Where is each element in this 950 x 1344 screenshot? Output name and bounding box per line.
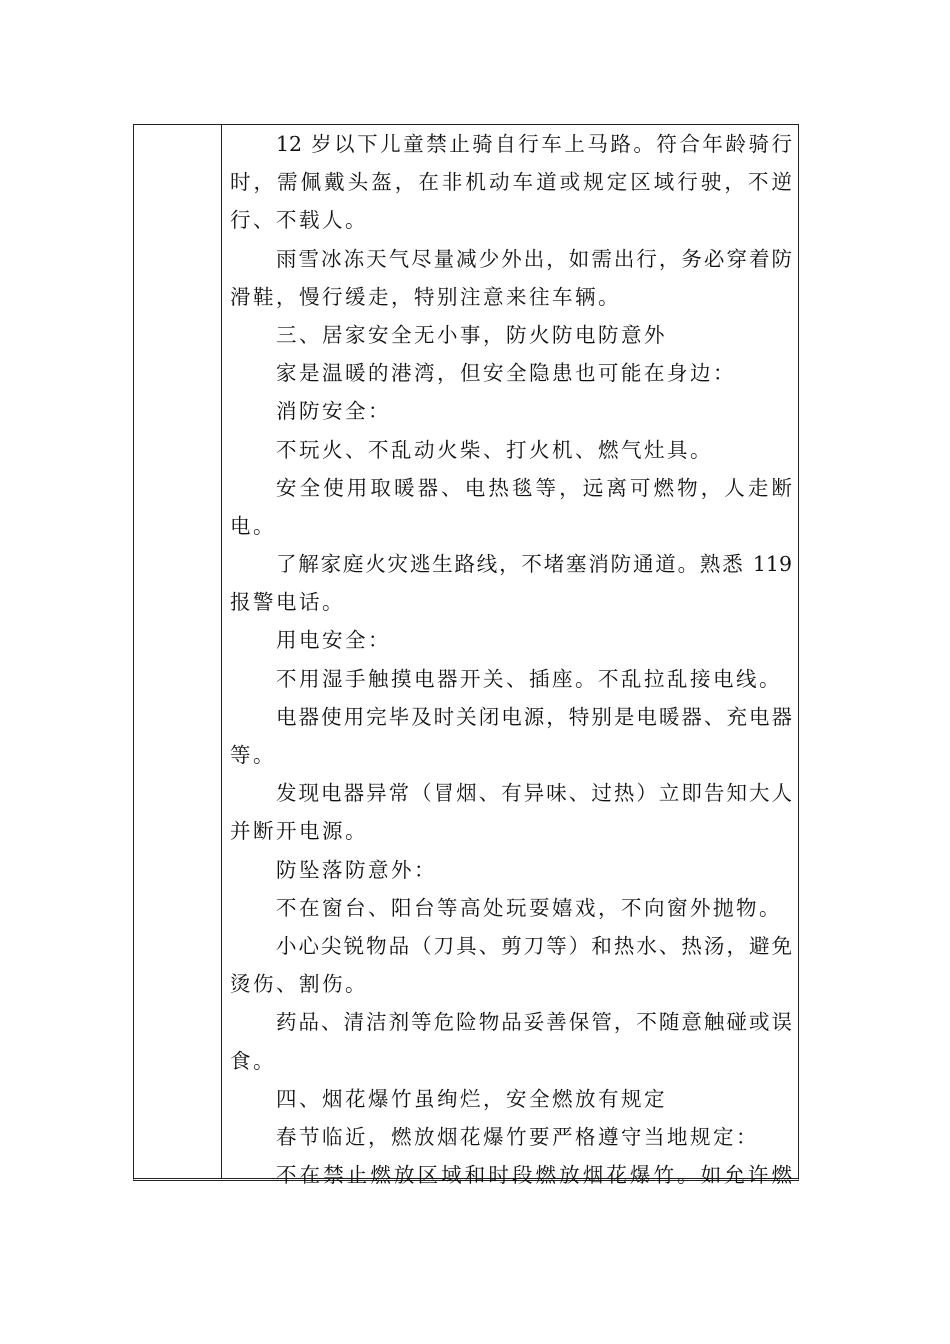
text-line: 电器使用完毕及时关闭电源，特别是电暖器、充电器: [276, 704, 792, 729]
text-line: 电。: [230, 513, 276, 538]
text-line: 不用湿手触摸电器开关、插座。不乱拉乱接电线。: [276, 666, 782, 691]
text-line: 不在禁止燃放区域和时段燃放烟花爆竹。如允许燃: [276, 1163, 792, 1188]
text-line: 食。: [230, 1048, 276, 1073]
text-line: 家是温暖的港湾，但安全隐患也可能在身边：: [276, 361, 736, 386]
text-line: 滑鞋，慢行缓走，特别注意来往车辆。: [230, 284, 621, 309]
text-line: 等。: [230, 743, 276, 767]
text-line: 烫伤、割伤。: [230, 972, 368, 997]
document-table: [133, 124, 799, 1188]
text-line: 安全使用取暖器、电热毯等，远离可燃物，人走断: [276, 475, 792, 500]
text-line: 发现电器异常（冒烟、有异味、过热）立即告知大人: [276, 781, 792, 806]
text-line: 小心尖锐物品（刀具、剪刀等）和热水、热汤，避免: [276, 933, 792, 958]
text-line: 12 岁以下儿童禁止骑自行车上马路。符合年龄骑行: [276, 132, 792, 156]
text-line: 不在窗台、阳台等高处玩耍嬉戏，不向窗外抛物。: [276, 895, 782, 920]
table-left-column: [134, 125, 222, 1178]
table-content-cell: [230, 125, 792, 1188]
text-line: 不玩火、不乱动火柴、打火机、燃气灶具。: [276, 437, 713, 462]
text-line: 药品、清洁剂等危险物品妥善保管，不随意触碰或误: [276, 1010, 792, 1035]
text-line: 春节临近，燃放烟花爆竹要严格遵守当地规定：: [276, 1124, 759, 1149]
text-line: 雨雪冰冻天气尽量减少外出，如需出行，务必穿着防: [276, 246, 792, 271]
subheading: 消防安全：: [276, 399, 391, 424]
text-line: 并断开电源。: [230, 819, 368, 844]
text-line: 报警电话。: [230, 590, 345, 615]
text-line: 了解家庭火灾逃生路线，不堵塞消防通道。熟悉 119: [276, 552, 792, 577]
subheading: 用电安全：: [276, 628, 391, 653]
text-line: 行、不载人。: [230, 208, 368, 233]
subheading: 防坠落防意外：: [276, 857, 437, 882]
text-line: 时，需佩戴头盔，在非机动车道或规定区域行驶，不逆: [230, 170, 792, 195]
section-heading: 四、烟花爆竹虽绚烂，安全燃放有规定: [276, 1086, 667, 1111]
section-heading: 三、居家安全无小事，防火防电防意外: [276, 322, 667, 347]
